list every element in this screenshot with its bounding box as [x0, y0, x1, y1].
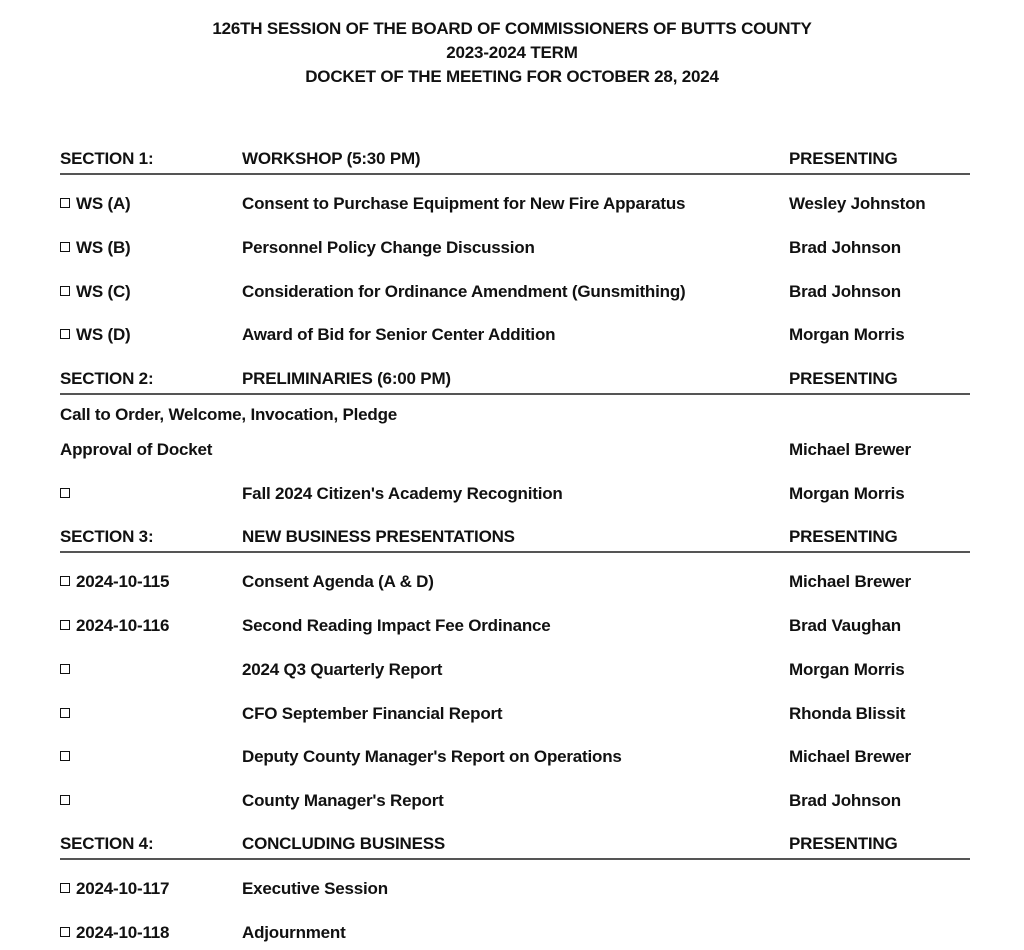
- item-id: WS (D): [76, 325, 131, 344]
- item-presenter: Rhonda Blissit: [789, 704, 906, 723]
- checkbox-icon[interactable]: [60, 242, 70, 252]
- item-id: 2024-10-115: [76, 572, 170, 591]
- checkbox-icon[interactable]: [60, 576, 70, 586]
- item-title: Consent to Purchase Equipment for New Fire Apparatus: [242, 194, 686, 213]
- checkbox-icon[interactable]: [60, 751, 70, 761]
- section-title: NEW BUSINESS PRESENTATIONS: [242, 527, 515, 546]
- item-id: WS (A): [76, 194, 131, 213]
- agenda-item: [60, 192, 970, 216]
- item-title: Fall 2024 Citizen's Academy Recognition: [242, 484, 563, 503]
- item-title: Consent Agenda (A & D): [242, 572, 434, 591]
- section-label: SECTION 1:: [60, 149, 154, 168]
- agenda-item: [60, 280, 970, 304]
- checkbox-icon[interactable]: [60, 708, 70, 718]
- checkbox-icon[interactable]: [60, 620, 70, 630]
- checkbox-icon[interactable]: [60, 198, 70, 208]
- section-label: SECTION 4:: [60, 834, 154, 853]
- item-presenter: Michael Brewer: [789, 747, 911, 766]
- presenting-header: PRESENTING: [789, 149, 898, 168]
- agenda-item: [60, 702, 970, 726]
- item-presenter: Michael Brewer: [789, 572, 911, 591]
- item-presenter: Morgan Morris: [789, 660, 905, 679]
- section-3-header: [60, 525, 970, 553]
- checkbox-icon[interactable]: [60, 664, 70, 674]
- item-presenter: Brad Vaughan: [789, 616, 901, 635]
- item-presenter: Wesley Johnston: [789, 194, 926, 213]
- item-title: Deputy County Manager's Report on Operations: [242, 747, 622, 766]
- item-title: Personnel Policy Change Discussion: [242, 238, 535, 257]
- agenda-item: [60, 745, 970, 769]
- section-label: SECTION 3:: [60, 527, 154, 546]
- checkbox-icon[interactable]: [60, 488, 70, 498]
- item-id: 2024-10-116: [76, 616, 170, 635]
- item-id: WS (B): [76, 238, 131, 257]
- checkbox-icon[interactable]: [60, 286, 70, 296]
- item-presenter: Morgan Morris: [789, 484, 905, 503]
- agenda-item: [60, 323, 970, 347]
- item-title: Award of Bid for Senior Center Addition: [242, 325, 556, 344]
- item-presenter: Brad Johnson: [789, 282, 901, 301]
- item-title: Second Reading Impact Fee Ordinance: [242, 616, 551, 635]
- item-title: Adjournment: [242, 923, 346, 942]
- item-title: Call to Order, Welcome, Invocation, Pledge: [60, 405, 398, 424]
- agenda-item: [60, 403, 970, 427]
- item-title: CFO September Financial Report: [242, 704, 503, 723]
- agenda-item: [60, 482, 970, 506]
- section-label: SECTION 2:: [60, 369, 154, 388]
- item-id: WS (C): [76, 282, 131, 301]
- item-title: Executive Session: [242, 879, 388, 898]
- item-title: Approval of Docket: [60, 440, 213, 459]
- agenda-item: [60, 570, 970, 594]
- item-id: 2024-10-117: [76, 879, 170, 898]
- presenting-header: PRESENTING: [789, 834, 898, 853]
- item-title: Consideration for Ordinance Amendment (Gunsmithing): [242, 282, 686, 301]
- checkbox-icon[interactable]: [60, 883, 70, 893]
- agenda-item: [60, 438, 970, 462]
- item-presenter: Morgan Morris: [789, 325, 905, 344]
- checkbox-icon[interactable]: [60, 329, 70, 339]
- section-title: WORKSHOP (5:30 PM): [242, 149, 421, 168]
- agenda-item: [60, 658, 970, 682]
- item-title: County Manager's Report: [242, 791, 444, 810]
- item-presenter: Brad Johnson: [789, 238, 901, 257]
- section-title: PRELIMINARIES (6:00 PM): [242, 369, 451, 388]
- presenting-header: PRESENTING: [789, 369, 898, 388]
- agenda-item: [60, 921, 970, 945]
- agenda-item: [60, 789, 970, 813]
- term-title: 2023-2024 TERM: [446, 43, 578, 62]
- agenda-item: [60, 877, 970, 901]
- checkbox-icon[interactable]: [60, 927, 70, 937]
- presenting-header: PRESENTING: [789, 527, 898, 546]
- item-id: 2024-10-118: [76, 923, 170, 942]
- section-1-header: [60, 147, 970, 175]
- section-4-header: [60, 832, 970, 860]
- item-presenter: Brad Johnson: [789, 791, 901, 810]
- docket-title: DOCKET OF THE MEETING FOR OCTOBER 28, 2024: [305, 67, 719, 86]
- agenda-item: [60, 614, 970, 638]
- agenda-item: [60, 236, 970, 260]
- checkbox-icon[interactable]: [60, 795, 70, 805]
- section-title: CONCLUDING BUSINESS: [242, 834, 446, 853]
- item-presenter: Michael Brewer: [789, 440, 911, 459]
- section-2-header: [60, 367, 970, 395]
- session-title: 126TH SESSION OF THE BOARD OF COMMISSIONERS OF BUTTS COUNTY: [212, 19, 812, 38]
- item-title: 2024 Q3 Quarterly Report: [242, 660, 443, 679]
